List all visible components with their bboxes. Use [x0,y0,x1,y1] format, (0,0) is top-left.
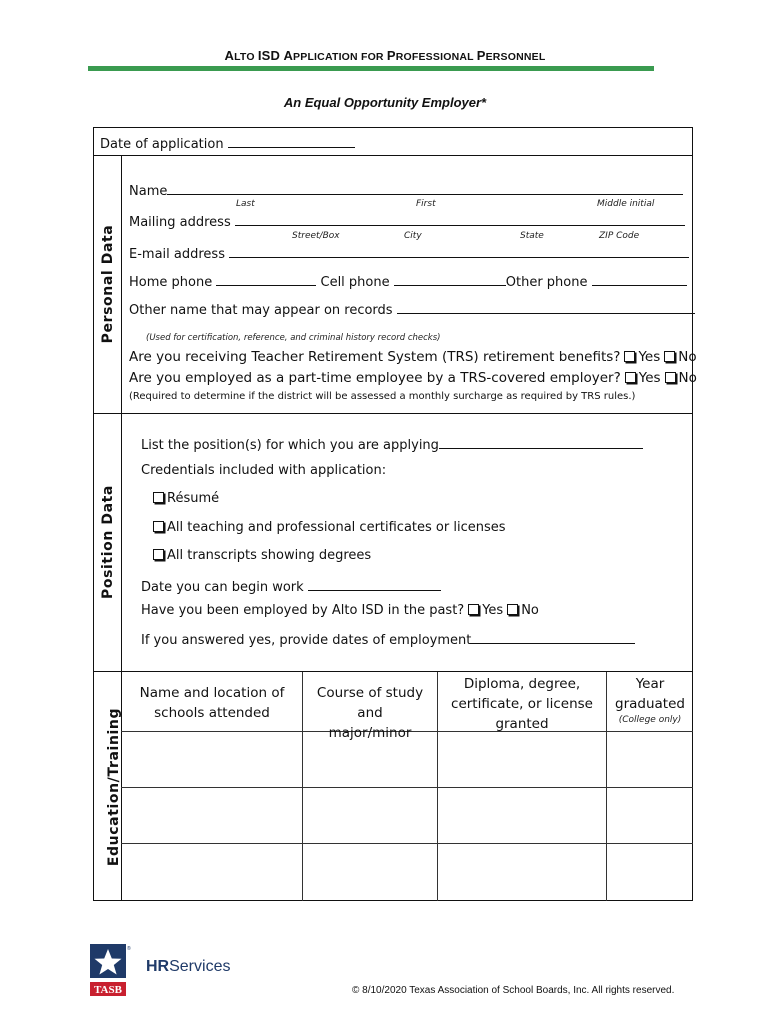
header-rule [88,66,654,71]
table-row[interactable] [122,788,302,843]
hint-city: City [404,231,422,241]
yes-label: Yes [638,349,661,365]
other-name-field[interactable] [129,300,695,318]
hint-zip: ZIP Code [599,231,640,241]
table-row[interactable] [122,844,302,900]
yes-label: Yes [638,370,661,386]
trs-yes-checkbox[interactable] [624,351,635,362]
mailing-label: Mailing address [129,215,231,230]
divider [93,413,693,414]
position-data-section-label: Position Data [100,485,116,599]
email-input-line[interactable] [229,244,689,258]
personal-data-section-label: Personal Data [100,224,116,344]
resume-checkbox[interactable] [153,492,164,503]
other-name-note: (Used for certification, reference, and criminal history record checks) [146,333,441,343]
employed-question-row: Have you been employed by Alto ISD in the past? Yes No [141,603,539,618]
no-label: No [678,370,697,386]
parttime-no-checkbox[interactable] [665,372,676,383]
date-input-line[interactable] [228,134,355,148]
transcripts-checkbox[interactable] [153,549,164,560]
college-only-note: (College only) [618,715,682,725]
employment-dates-input-line[interactable] [471,630,635,644]
name-label: Name [129,184,168,199]
mailing-input-line[interactable] [235,212,685,226]
column-header-year: Year graduated (College only) [607,674,693,726]
employed-no-checkbox[interactable] [507,604,518,615]
begin-date-input-line[interactable] [308,577,441,591]
mailing-address-field[interactable] [129,212,685,230]
trs-no-checkbox[interactable] [664,351,675,362]
svg-text:TASB: TASB [94,984,122,996]
positions-field[interactable] [141,435,643,453]
date-label: Date of application [100,137,224,152]
parttime-yes-checkbox[interactable] [625,372,636,383]
trs-question-row [129,349,697,365]
parttime-question: Are you employed as a part-time employee by a TRS-covered employer? [129,370,621,386]
copyright-notice: © 8/10/2020 Texas Association of School Boards, Inc. All rights reserved. [352,985,675,996]
employed-question: Have you been employed by Alto ISD in the past? [141,603,465,618]
tasb-logo [90,944,130,996]
hint-state: State [520,231,544,241]
hint-first: First [416,199,436,209]
credentials-label: Credentials included with application: [141,463,387,478]
credential-resume[interactable]: Résumé [149,491,219,506]
hint-street: Street/Box [292,231,340,241]
email-label: E-mail address [129,247,225,262]
cell-phone-label: Cell phone [320,275,390,290]
column-header-course: Course of study and major/minor [316,685,424,741]
column-header-diploma: Diploma, degree, certificate, or license granted [451,676,593,732]
title-part: APPLICATION FOR [283,48,387,63]
title-part: ISD [257,48,284,63]
trs-question: Are you receiving Teacher Retirement System (TRS) retirement benefits? [129,349,621,365]
certificates-checkbox[interactable] [153,521,164,532]
other-name-label: Other name that may appear on records [129,303,393,318]
other-name-input-line[interactable] [397,300,695,314]
name-field[interactable] [129,181,683,199]
other-phone-label: Other phone [505,275,588,290]
svg-text:®: ® [127,946,131,952]
other-phone-input-line[interactable] [592,272,687,286]
employed-yes-checkbox[interactable] [468,604,479,615]
email-field[interactable] [129,244,689,262]
begin-date-label: Date you can begin work [141,580,304,595]
credential-certificates[interactable]: All teaching and professional certificates or licenses [149,520,506,535]
title-part: ALTO [224,48,258,63]
hint-middle-initial: Middle initial [597,199,655,209]
date-of-application-field[interactable] [100,134,355,152]
cell-phone-input-line[interactable] [394,272,506,286]
home-phone-input-line[interactable] [216,272,316,286]
positions-label: List the position(s) for which you are applying [141,438,439,453]
divider [93,155,693,156]
title-part: PERSONNEL [476,48,546,63]
positions-input-line[interactable] [439,435,643,449]
credential-transcripts[interactable]: All transcripts showing degrees [149,548,371,563]
no-label: No [678,349,697,365]
phones-row [129,272,687,290]
begin-date-field[interactable] [141,577,441,595]
parttime-question-row [129,370,697,386]
home-phone-label: Home phone [129,275,213,290]
name-input-line[interactable] [167,181,683,195]
hr-services-logo: HRServices [146,958,231,975]
employment-dates-field[interactable] [141,630,635,648]
title-part: PROFESSIONAL [386,48,477,63]
column-header-schools: Name and location of schools attended [139,685,285,721]
employment-dates-label: If you answered yes, provide dates of employment [141,633,472,648]
form-title [0,48,770,63]
hint-last: Last [236,199,255,209]
divider [93,671,693,672]
equal-opportunity-subtitle: An Equal Opportunity Employer* [283,95,487,110]
trs-note: (Required to determine if the district will be assessed a monthly surcharge as required by TRS rules.) [129,391,636,402]
education-training-section-label: Education/Training [106,707,122,867]
table-row[interactable] [122,732,302,787]
